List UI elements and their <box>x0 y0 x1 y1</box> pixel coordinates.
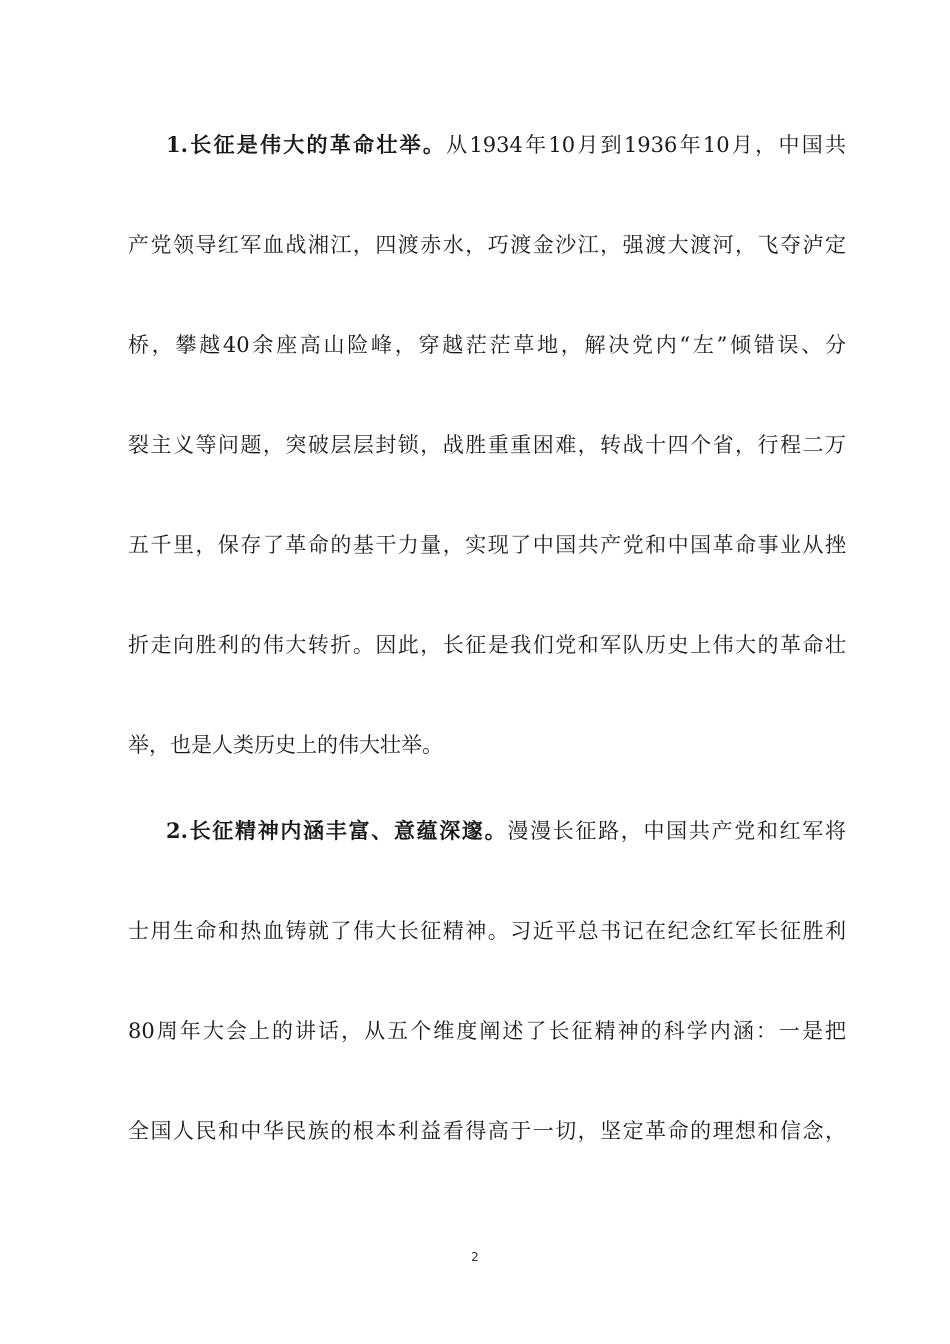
paragraph-1-line-6: 折走向胜利的伟大转折。因此，长征是我们党和军队历史上伟大的革命壮 <box>128 633 846 657</box>
paragraph-1-line-5: 五千里，保存了革命的基干力量，实现了中国共产党和中国革命事业从挫 <box>128 533 846 557</box>
paragraph-1-line-3: 桥，攀越40余座高山险峰，穿越茫茫草地，解决党内“左”倾错误、分 <box>128 333 846 357</box>
paragraph-1-line-2: 产党领导红军血战湘江，四渡赤水，巧渡金沙江，强渡大渡河，飞夺泸定 <box>128 233 846 257</box>
paragraph-2-line-2: 士用生命和热血铸就了伟大长征精神。习近平总书记在纪念红军长征胜利 <box>128 919 846 943</box>
paragraph-2-line-1 <box>166 816 846 846</box>
paragraph-1-line-1 <box>166 130 846 160</box>
page-number: 2 <box>471 1250 479 1264</box>
paragraph-2-text: 漫漫长征路，中国共产党和红军将 <box>507 819 846 843</box>
paragraph-1-line-7: 举，也是人类历史上的伟大壮举。 <box>128 733 443 757</box>
paragraph-1-text: 从1934年10月到1936年10月，中国共 <box>446 133 846 157</box>
paragraph-1-line-4: 裂主义等问题，突破层层封锁，战胜重重困难，转战十四个省，行程二万 <box>128 433 846 457</box>
paragraph-2-heading: 2.长征精神内涵丰富、意蕴深邃。 <box>166 818 508 843</box>
paragraph-1-heading: 1.长征是伟大的革命壮举。 <box>166 132 447 157</box>
paragraph-2-line-4: 全国人民和中华民族的根本利益看得高于一切，坚定革命的理想和信念， <box>128 1119 846 1143</box>
paragraph-2-line-3: 80周年大会上的讲话，从五个维度阐述了长征精神的科学内涵：一是把 <box>128 1019 846 1043</box>
